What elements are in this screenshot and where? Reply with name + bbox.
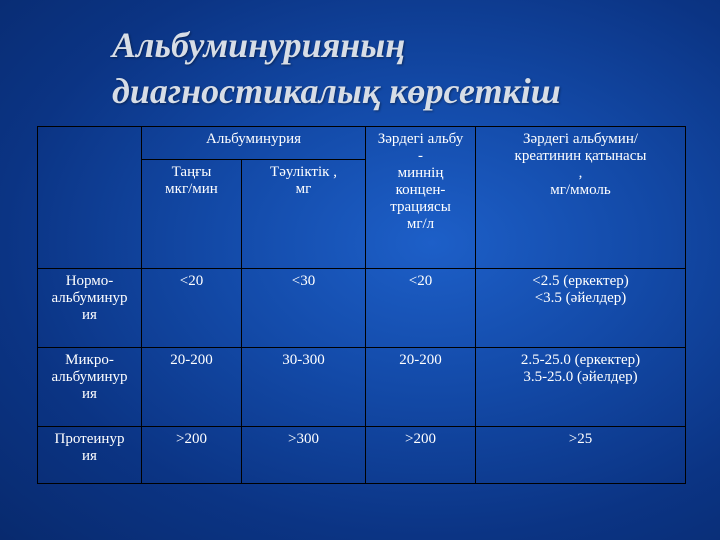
table-cell: <2.5 (еркектер) <3.5 (әйелдер) [476, 269, 686, 348]
header-random-concentration: Зәрдегі альбу - миннің концен- трациясы мг/л [366, 127, 476, 269]
header-albumin-creatinine-ratio: Зәрдегі альбумин/ креатинин қатынасы , мг/ммоль [476, 127, 686, 269]
table-row [38, 348, 686, 427]
row-label-proteinuria: Протеинур ия [38, 427, 142, 484]
table-cell: 20-200 [142, 348, 242, 427]
slide-title [112, 22, 712, 114]
table-cell: 20-200 [366, 348, 476, 427]
slide-title-line-1: Альбуминурияның [112, 25, 406, 65]
table-cell: >200 [366, 427, 476, 484]
row-label-microalbuminuria: Микро- альбуминур ия [38, 348, 142, 427]
table-cell: >300 [242, 427, 366, 484]
header-albuminuria: Альбуминурия [142, 127, 366, 160]
table-corner-cell [38, 127, 142, 269]
table-cell: 30-300 [242, 348, 366, 427]
table-cell: >25 [476, 427, 686, 484]
table-row [38, 269, 686, 348]
table-header-row [38, 127, 686, 160]
table-cell: >200 [142, 427, 242, 484]
table-cell: <20 [366, 269, 476, 348]
table-row [38, 427, 686, 484]
albuminuria-table [37, 126, 686, 484]
header-morning: Таңғы мкг/мин [142, 159, 242, 269]
table-cell: 2.5-25.0 (еркектер) 3.5-25.0 (әйелдер) [476, 348, 686, 427]
header-daily: Тәуліктік , мг [242, 159, 366, 269]
slide-title-line-2: диагностикалық көрсеткіш [112, 71, 561, 111]
table-cell: <30 [242, 269, 366, 348]
table-cell: <20 [142, 269, 242, 348]
row-label-normoalbuminuria: Нормо- альбуминур ия [38, 269, 142, 348]
